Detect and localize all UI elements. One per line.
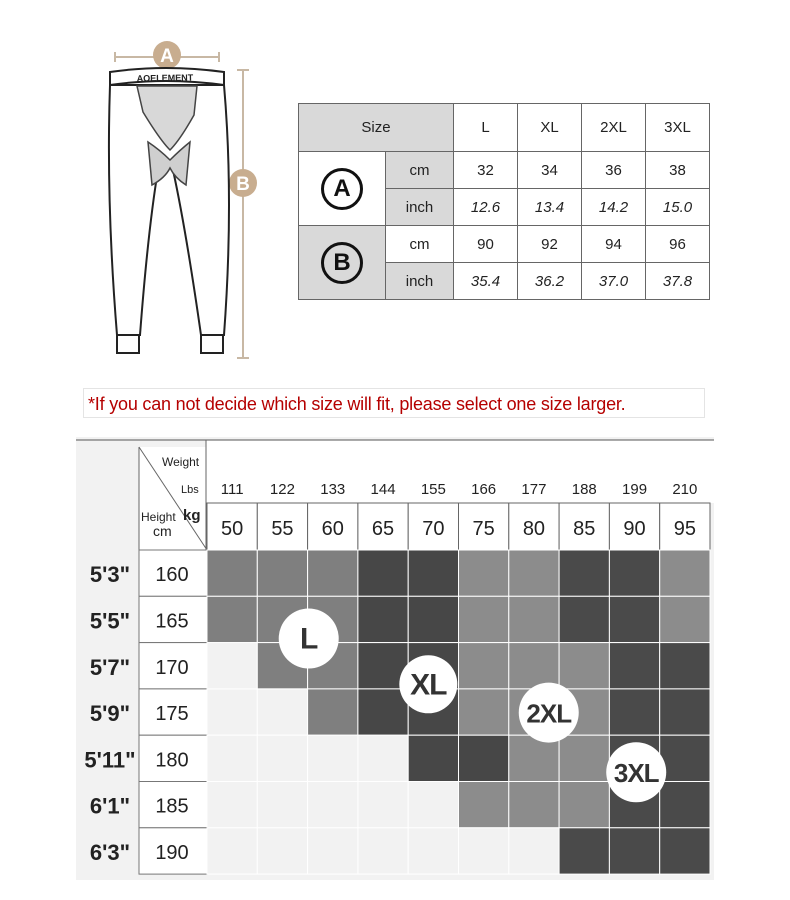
height-ft-label: 5'5": [89, 608, 131, 634]
label-b: B: [236, 174, 250, 195]
fit-cell: [207, 782, 257, 828]
value-cell: 32: [454, 152, 518, 189]
fit-cell: [358, 689, 408, 735]
fit-cell: [660, 828, 710, 874]
fit-cell: [257, 689, 307, 735]
circle-a-icon: A: [321, 168, 363, 210]
value-cell: 15.0: [646, 189, 710, 226]
fit-cell: [207, 550, 257, 596]
size-col-2xl: 2XL: [582, 104, 646, 152]
fit-cell: [609, 689, 659, 735]
weight-kg-label: 50: [221, 518, 244, 540]
weight-lbs-label: 122: [269, 481, 295, 498]
height-ft-label: 5'11": [84, 747, 136, 773]
fit-cell: [358, 550, 408, 596]
weight-kg-label: 70: [422, 518, 445, 540]
fit-cell: [609, 596, 659, 642]
height-ft-label: 6'3": [89, 839, 131, 865]
fit-cell: [207, 596, 257, 642]
fit-cell: [559, 828, 609, 874]
size-badge-label: XL: [410, 668, 447, 702]
height-ft-label: 6'1": [89, 793, 131, 819]
fit-cell: [207, 643, 257, 689]
weight-lbs-label: 177: [521, 481, 547, 498]
height-ft-label: 5'3": [89, 562, 131, 588]
height-ft-label: 5'7": [89, 654, 131, 680]
fit-cell: [660, 735, 710, 781]
fit-cell: [358, 828, 408, 874]
fit-cell: [308, 735, 358, 781]
weight-lbs-label: 166: [471, 481, 497, 498]
fit-cell: [609, 643, 659, 689]
fit-cell: [408, 550, 458, 596]
fit-cell: [308, 550, 358, 596]
fit-cell: [358, 596, 408, 642]
value-cell: 92: [518, 226, 582, 263]
height-cm-label: 185: [155, 795, 189, 818]
fit-cell: [459, 735, 509, 781]
fit-cell: [408, 828, 458, 874]
fit-cell: [308, 828, 358, 874]
value-cell: 12.6: [454, 189, 518, 226]
height-cm-label: 175: [155, 703, 189, 726]
fit-cell: [207, 828, 257, 874]
fit-cell: [559, 782, 609, 828]
fit-cell: [408, 735, 458, 781]
fit-cell: [559, 550, 609, 596]
height-cm-label: 180: [155, 749, 189, 772]
fit-cell: [358, 735, 408, 781]
value-cell: 36: [582, 152, 646, 189]
value-cell: 37.8: [646, 263, 710, 300]
size-advice-note: *If you can not decide which size will fit, please select one size larger.: [83, 388, 705, 418]
weight-kg-label: 65: [371, 518, 395, 540]
fit-cell: [459, 643, 509, 689]
fit-cell: [459, 782, 509, 828]
fit-cell: [257, 550, 307, 596]
weight-lbs-label: 210: [672, 481, 698, 498]
fit-cell: [559, 596, 609, 642]
fit-cell: [609, 828, 659, 874]
fit-cell: [660, 550, 710, 596]
size-header-label: Size: [299, 104, 454, 152]
value-cell: 34: [518, 152, 582, 189]
fit-cell: [358, 782, 408, 828]
fit-cell: [509, 828, 559, 874]
circle-b-icon: B: [321, 242, 363, 284]
fit-cell: [408, 782, 458, 828]
weight-lbs-label: 188: [571, 481, 597, 498]
fit-cell: [459, 689, 509, 735]
corner-kg-label: kg: [183, 507, 201, 524]
value-cell: 90: [454, 226, 518, 263]
size-col-3xl: 3XL: [646, 104, 710, 152]
fit-cell: [207, 689, 257, 735]
value-cell: 96: [646, 226, 710, 263]
weight-kg-label: 95: [673, 518, 696, 540]
corner-weight-label: Weight: [162, 455, 200, 469]
fit-cell: [509, 596, 559, 642]
unit-cell: inch: [386, 189, 454, 226]
weight-kg-label: 60: [321, 518, 344, 540]
value-cell: 13.4: [518, 189, 582, 226]
fit-cell: [509, 550, 559, 596]
size-col-l: L: [454, 104, 518, 152]
fit-cell: [559, 643, 609, 689]
weight-lbs-label: 144: [370, 481, 396, 498]
fit-cell: [459, 596, 509, 642]
weight-kg-label: 55: [271, 518, 294, 540]
fit-cell: [408, 596, 458, 642]
fit-cell: [660, 643, 710, 689]
fit-cell: [308, 782, 358, 828]
fit-cell: [660, 689, 710, 735]
fit-cell: [459, 828, 509, 874]
value-cell: 37.0: [582, 263, 646, 300]
fit-cell: [509, 782, 559, 828]
brand-text: AOELEMENT: [136, 72, 194, 84]
weight-kg-label: 85: [573, 518, 596, 540]
unit-cell: inch: [386, 263, 454, 300]
size-badge-label: L: [300, 622, 318, 656]
corner-height-label: Height: [141, 510, 176, 524]
height-cm-label: 170: [155, 656, 189, 679]
height-cm-label: 190: [155, 841, 189, 864]
weight-lbs-label: 111: [220, 481, 244, 498]
fit-cell: [257, 735, 307, 781]
height-cm-label: 165: [155, 610, 189, 633]
value-cell: 38: [646, 152, 710, 189]
value-cell: 36.2: [518, 263, 582, 300]
fit-cell: [660, 782, 710, 828]
weight-lbs-label: 155: [420, 481, 446, 498]
unit-cell: cm: [386, 226, 454, 263]
corner-lbs-label: Lbs: [181, 484, 199, 496]
weight-lbs-label: 133: [320, 481, 346, 498]
corner-cm-label: cm: [153, 523, 172, 539]
height-ft-label: 5'9": [89, 701, 131, 727]
fit-cell: [509, 643, 559, 689]
unit-cell: cm: [386, 152, 454, 189]
weight-kg-label: 90: [623, 518, 646, 540]
size-badge-label: 3XL: [613, 758, 659, 789]
fit-cell: [308, 689, 358, 735]
fit-cell: [660, 596, 710, 642]
fit-cell: [459, 550, 509, 596]
weight-kg-label: 75: [472, 518, 495, 540]
height-cm-label: 160: [155, 564, 189, 587]
size-col-xl: XL: [518, 104, 582, 152]
fit-cell: [257, 828, 307, 874]
value-cell: 94: [582, 226, 646, 263]
label-a: A: [160, 46, 174, 67]
fit-cell: [207, 735, 257, 781]
weight-lbs-label: 199: [622, 481, 648, 498]
size-badge-label: 2XL: [526, 698, 572, 729]
fit-cell: [609, 550, 659, 596]
fit-cell: [257, 782, 307, 828]
value-cell: 14.2: [582, 189, 646, 226]
weight-kg-label: 80: [522, 518, 546, 540]
value-cell: 35.4: [454, 263, 518, 300]
fit-cell: [559, 735, 609, 781]
